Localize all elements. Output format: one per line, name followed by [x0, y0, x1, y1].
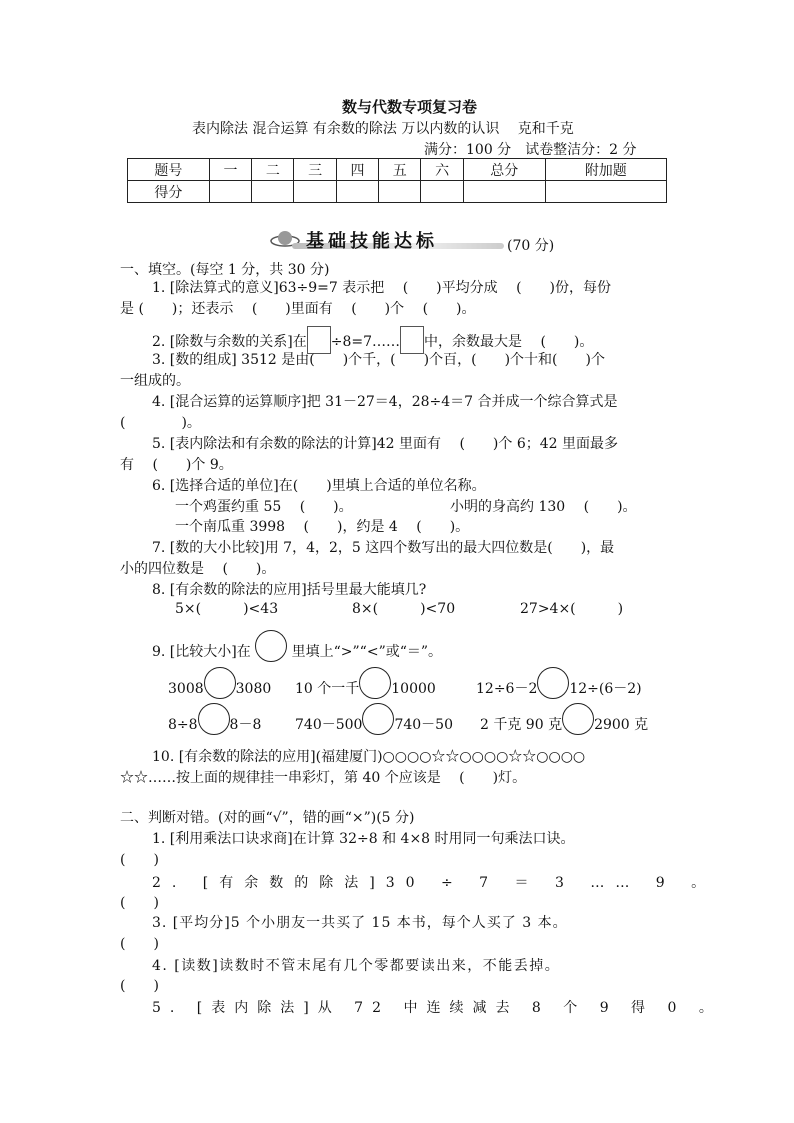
q5-line1: 5. [表内除法和有余数的除法的计算]42 里面有 ( )个 6；42 里面最多: [152, 436, 618, 452]
q1-line1: 1. [除法算式的意义]63÷9=7 表示把 ( )平均分成 ( )份，每份: [152, 280, 612, 296]
judge-item-text: 1. [利用乘法口诀求商]在计算 32÷8 和 4×8 时用同一句乘法口诀。: [152, 831, 575, 847]
compare-left: 12÷6－2: [476, 681, 538, 697]
compare-left: 740－500: [295, 717, 363, 733]
score-cell[interactable]: [463, 181, 545, 203]
q7-line2: 小的四位数是 ( )。: [120, 561, 276, 577]
compare-right: 12÷(6－2): [569, 681, 642, 697]
score-table-header: 二: [252, 159, 294, 181]
answer-circle[interactable]: [198, 703, 230, 735]
compare-right: 3080: [235, 681, 272, 697]
q9-text-b: 里填上“>”“<”或“＝”。: [291, 644, 443, 660]
q5-line2: 有 ( )个 9。: [120, 457, 233, 473]
section1-heading: 一、填空。(每空 1 分，共 30 分): [120, 262, 330, 278]
q9-compare-item: [168, 667, 271, 699]
score-table-header: 一: [209, 159, 251, 181]
compare-left: 3008: [168, 681, 204, 697]
q2-text-a: 2. [除数与余数的关系]在: [152, 334, 307, 350]
q9-text-a: 9. [比较大小]在: [152, 644, 251, 660]
compare-left: 8÷8: [168, 717, 198, 733]
q2-text-c: 中，余数最大是 ( )。: [424, 334, 594, 350]
q4-line1: 4. [混合运算的运算顺序]把 31－27＝4，28÷4＝7 合并成一个综合算式是: [152, 394, 618, 410]
score-row-label: 得分: [128, 181, 210, 203]
q8-item-b: 8×( )<70: [352, 601, 456, 617]
score-cell[interactable]: [252, 181, 294, 203]
q9-compare-item: [168, 703, 261, 735]
banner-points: (70 分): [507, 238, 555, 254]
q10-line1: 10. [有余数的除法的应用](福建厦门)○○○○☆☆○○○○☆☆○○○○: [152, 749, 586, 765]
compare-left: 2 千克 90 克: [480, 717, 563, 733]
q6-line2a: 一个鸡蛋约重 55 ( )。: [175, 499, 353, 515]
q1-line2: 是 ( )；还表示 ( )里面有 ( )个 ( )。: [120, 301, 476, 317]
score-table-header: 总分: [463, 159, 545, 181]
score-cell[interactable]: [545, 181, 666, 203]
q8-item-c: 27>4×( ): [520, 601, 624, 617]
q6-line1: 6. [选择合适的单位]在( )里填上合适的单位名称。: [152, 478, 486, 494]
judge-item-paren[interactable]: ( ): [120, 936, 159, 952]
score-cell[interactable]: [294, 181, 336, 203]
page-title: 数与代数专项复习卷: [342, 98, 478, 116]
score-table: [127, 158, 667, 203]
score-table-score-row: [128, 181, 667, 203]
page-subtitle: 表内除法 混合运算 有余数的除法 万以内数的认识 克和千克: [192, 121, 574, 137]
q3-line1: 3. [数的组成] 3512 是由( )个千，( )个百，( )个十和( )个: [152, 352, 605, 368]
answer-circle[interactable]: [359, 667, 391, 699]
q9-compare-item: [480, 703, 648, 735]
judge-item-text: 2. [有余数的除法]30 ÷ 7 ＝ 3 …… 9 。: [152, 875, 717, 891]
q9-compare-item: [476, 667, 642, 699]
score-table-header: 四: [336, 159, 378, 181]
q9-compare-item: [295, 703, 453, 735]
judge-item-paren[interactable]: ( ): [120, 978, 159, 994]
q6-line2b: 小明的身高约 130 ( )。: [450, 499, 637, 515]
q3-line2: 一组成的。: [120, 373, 190, 389]
compare-right: 8－8: [229, 717, 262, 733]
score-table-header: 六: [421, 159, 463, 181]
q2-text-b: ÷8=7……: [330, 334, 401, 350]
score-cell[interactable]: [336, 181, 378, 203]
compare-right: 2900 克: [594, 717, 649, 733]
score-cell[interactable]: [421, 181, 463, 203]
answer-circle[interactable]: [362, 703, 394, 735]
score-info: 满分：100 分 试卷整洁分：2 分: [424, 142, 637, 158]
q7-line1: 7. [数的大小比较]用 7，4，2，5 这四个数写出的最大四位数是( )，最: [152, 540, 615, 556]
judge-item-paren[interactable]: ( ): [120, 852, 159, 868]
judge-item-text: 4. [读数]读数时不管末尾有几个零都要读出来，不能丢掉。: [152, 958, 561, 974]
judge-item-paren[interactable]: ( ): [120, 895, 159, 911]
compare-left: 10 个一千: [295, 681, 360, 697]
judge-item-text: 5. [表内除法]从 72 中连续减去 8 个 9 得 0 。: [152, 1000, 722, 1016]
score-table-header: 五: [379, 159, 421, 181]
compare-right: 740－50: [394, 717, 453, 733]
q9-compare-item: [295, 667, 436, 699]
banner-label: 基础技能达标: [306, 231, 438, 252]
section-banner: [270, 227, 506, 251]
q9-line: [152, 630, 442, 662]
q4-line2: ( )。: [120, 415, 201, 431]
q6-line3: 一个南瓜重 3998 ( )，约是 4 ( )。: [175, 519, 470, 535]
answer-circle[interactable]: [537, 667, 569, 699]
answer-circle[interactable]: [255, 630, 287, 662]
score-cell[interactable]: [209, 181, 251, 203]
answer-circle[interactable]: [562, 703, 594, 735]
q8-item-a: 5×( )<43: [175, 601, 279, 617]
score-cell[interactable]: [379, 181, 421, 203]
answer-circle[interactable]: [204, 667, 236, 699]
judge-item-text: 3. [平均分]5 个小朋友一共买了 15 本书，每个人买了 3 本。: [152, 915, 568, 931]
score-table-header: 三: [294, 159, 336, 181]
compare-right: 10000: [391, 681, 436, 697]
section2-heading: 二、判断对错。(对的画“√”，错的画“×”)(5 分): [120, 810, 415, 826]
q10-line2: ☆☆……按上面的规律挂一串彩灯，第 40 个应该是 ( )灯。: [120, 770, 527, 786]
score-table-header: 题号: [128, 159, 210, 181]
score-table-header: 附加题: [545, 159, 666, 181]
score-table-header-row: [128, 159, 667, 181]
q8-line1: 8. [有余数的除法的应用]括号里最大能填几?: [152, 582, 427, 598]
